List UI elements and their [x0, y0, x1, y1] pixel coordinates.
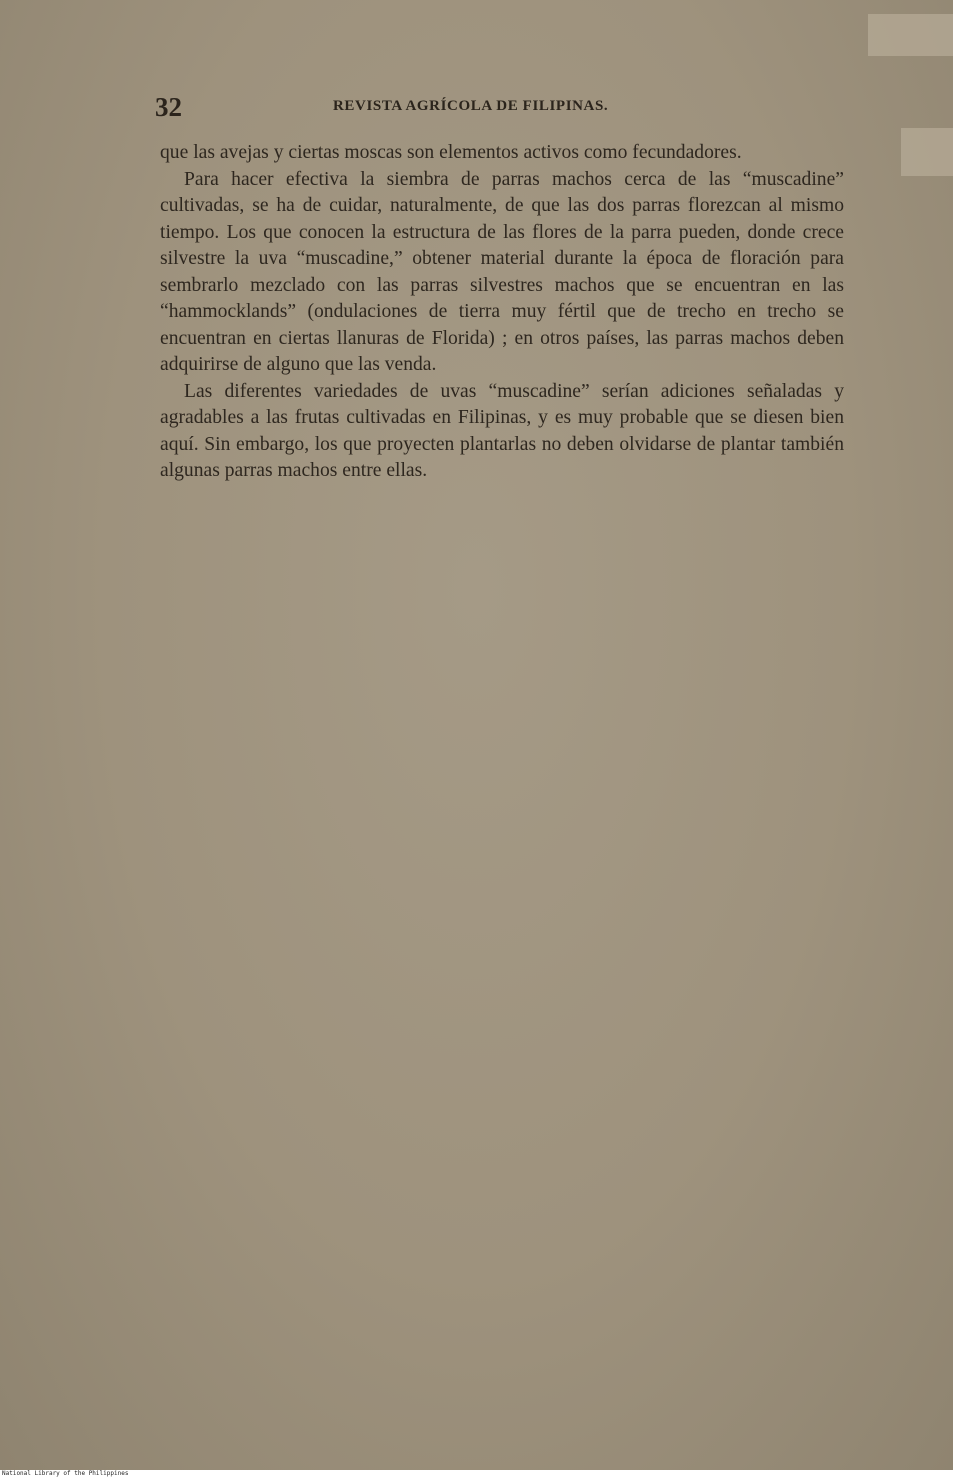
paper-edge-mark [868, 14, 953, 56]
page-header [155, 92, 845, 122]
running-head: REVISTA AGRÍCOLA DE FILIPINAS. [333, 98, 609, 114]
footer-credit: National Library of the Philippines [2, 1470, 129, 1477]
paper-edge-mark [901, 128, 953, 176]
paragraph: que las avejas y ciertas moscas son elementos activos como fecundadores. [160, 142, 742, 163]
article-body [160, 140, 844, 485]
paragraph: Para hacer efectiva la siembra de parras machos cerca de las “muscadine” cultivadas, se ha de cuidar, naturalmente, de que las dos parras florezcan al mismo tiempo. Los que conocen la estructura de las flores de la parra pueden, donde crece silvestre la uva “muscadine,” obtener material durante la época de floración para sembrarlo mezclado con las parras silvestres machos que se encuentran en las “hammocklands” (ondulaciones de tierra muy fértil que de trecho en trecho se encuentran en ciertas llanuras de Florida) ; en otros países, las parras machos deben adquirirse de alguno que las venda. [160, 168, 844, 375]
paragraph: Las diferentes variedades de uvas “muscadine” serían adiciones señaladas y agradables a las frutas cultivadas en Filipinas, y es muy probable que se diesen bien aquí. Sin embargo, los que proyecten plantarlas no deben olvidarse de plantar también algunas parras machos entre ellas. [160, 380, 844, 481]
page-number: 32 [155, 92, 182, 122]
